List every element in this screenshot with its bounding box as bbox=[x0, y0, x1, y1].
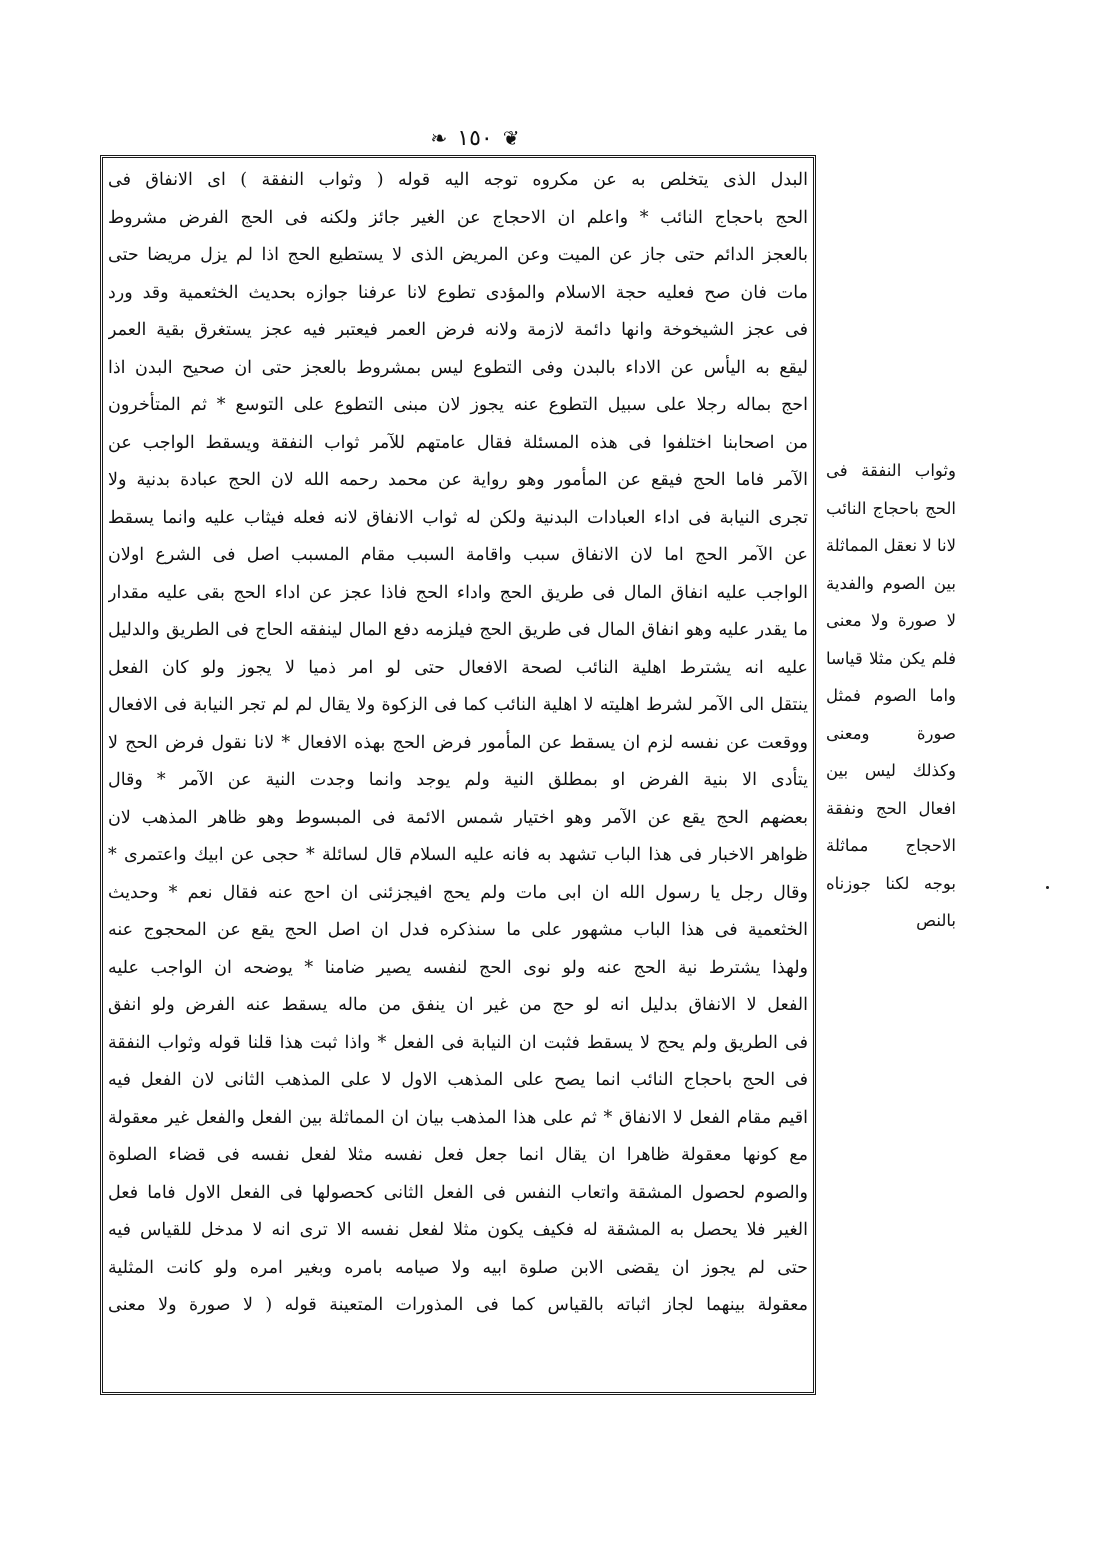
text-line: والصوم لحصول المشقة واتعاب النفس فى الفعل الثانى كحصولها فى الفعل الاول فاما فعل bbox=[108, 1182, 808, 1203]
text-line: الغير فلا يحصل به المشقة له فكيف يكون مثلا لفعل نفسه الا ترى انه لا مدخل للقياس فيه bbox=[108, 1220, 808, 1240]
margin-note-line: بين الصوم والفدية bbox=[826, 573, 956, 593]
margin-note-line: وثواب النفقة فى bbox=[826, 461, 956, 480]
text-line: بعضهم الحج يقع عن الآمر وهو اختيار شمس الائمة فى المبسوط وهو ظاهر المذهب لان bbox=[108, 807, 808, 828]
margin-note-line: لا صورة ولا معنى bbox=[826, 611, 956, 630]
margin-note-line: بالنص bbox=[916, 911, 956, 930]
text-line: الواجب عليه انفاق المال فى طريق الحج واداء الحج فاذا عجز عن اداء الحج بقى عليه مقدار bbox=[108, 582, 808, 603]
page-number: ١٥٠ bbox=[457, 125, 493, 151]
text-line: تجرى النيابة فى اداء العبادات البدنية ولكن له ثواب الانفاق لانه فعله فيثاب عليه وانما يسقط bbox=[108, 507, 808, 528]
text-line: مات فان صح فعليه حجة الاسلام والمؤدى تطوع لانا عرفنا جوازه بحديث الخثعمية وقد ورد bbox=[108, 282, 808, 303]
text-line: بالعجز الدائم حتى جاز عن الميت وعن المريض الذى لا يستطيع الحج اذا لم يزل مريضا حتى bbox=[108, 245, 808, 265]
text-line: فى الحج باحجاج النائب انما يصح على المذهب الاول لا على المذهب الثانى لان الفعل فيه bbox=[108, 1070, 808, 1090]
text-line: وقال رجل يا رسول الله ان ابى مات ولم يحج افيجزئنى ان احج عنه فقال نعم * وحديث bbox=[108, 882, 808, 903]
margin-note-line: واما الصوم فمثل bbox=[826, 686, 956, 705]
text-line: الآمر فاما الحج فيقع عن المأمور وهو رواية عن محمد رحمه الله لان الحج عبادة بدنية ولا bbox=[108, 470, 808, 490]
text-line: فى عجز الشيخوخة وانها دائمة لازمة ولانه فرض العمر فيعتبر فيه عجز يستغرق بقية العمر bbox=[108, 320, 808, 340]
margin-note-line: الاحجاج مماثلة bbox=[826, 836, 956, 855]
margin-note-line: الحج باحجاج النائب bbox=[826, 498, 956, 518]
text-line: فى الطريق ولم يحج لا يسقط فثبت ان النيابة فى الفعل * واذا ثبت هذا قلنا قوله وثواب النفقة bbox=[108, 1032, 808, 1053]
text-line: ليقع به اليأس عن الاداء بالبدن وفى التطوع ليس بمشروط بالعجز حتى ان صحيح البدن اذا bbox=[108, 357, 808, 378]
text-line: ولهذا يشترط نية الحج عنه ولو نوى الحج لنفسه يصير ضامنا * يوضحه ان الواجب عليه bbox=[108, 957, 808, 978]
margin-note-line: وكذلك ليس بين bbox=[826, 761, 956, 780]
text-line: يتأدى الا بنية الفرض او بمطلق النية ولم يوجد وانما وجدت النية عن الآمر * وقال bbox=[108, 770, 808, 790]
margin-note-line: لانا لا نعقل المماثلة bbox=[826, 536, 956, 555]
text-line: الفعل لا الانفاق بدليل انه لو حج من غير ان ينفق من ماله يسقط عنه الفرض ولو انفق bbox=[108, 995, 808, 1015]
ink-speck bbox=[1046, 886, 1049, 889]
margin-note-line: افعال الحج ونفقة bbox=[826, 798, 956, 818]
text-line: ظواهر الاخبار فى هذا الباب تشهد به فانه عليه السلام قال لسائلة * حجى عن ابيك واعتمرى * bbox=[108, 845, 808, 865]
text-line: ما يقدر عليه وهو انفاق المال فى طريق الحج فيلزمه دفع المال لينفقه الحاج فى الطريق والدليل bbox=[108, 620, 808, 640]
text-line: ووقعت عن نفسه لزم ان يسقط عن المأمور فرض الحج بهذه الافعال * لانا نقول فرض الحج لا bbox=[108, 732, 808, 753]
text-line: احج بماله رجلا على سبيل التطوع عنه يجوز لان مبنى التطوع على التوسع * ثم المتأخرون bbox=[108, 395, 808, 415]
text-line: البدل الذى يتخلص به عن مكروه توجه اليه قوله ( وثواب النفقة ) اى الانفاق فى bbox=[108, 170, 808, 190]
right-ornament-icon: ❧ bbox=[430, 126, 448, 150]
text-line: معقولة بينهما لجاز اثباته بالقياس كما فى المذورات المتعينة قوله ( لا صورة ولا معنى bbox=[108, 1295, 808, 1315]
text-line: حتى لم يجوز ان يقضى الابن صلوة ابيه ولا صيامه بامره وبغير امره ولو كانت المثلية bbox=[108, 1257, 808, 1278]
page-header bbox=[420, 118, 530, 158]
left-ornament-icon: ❦ bbox=[502, 126, 520, 150]
margin-note-line: بوجه لكنا جوزناه bbox=[826, 873, 956, 893]
margin-note bbox=[826, 452, 956, 940]
text-line: الحج باحجاج النائب * واعلم ان الاحجاج عن الغير جائز ولكنه فى الحج الفرض مشروط bbox=[108, 207, 808, 228]
text-line: عن الآمر الحج اما لان الانفاق سبب واقامة السبب مقام المسبب اصل فى الشرع اولان bbox=[108, 545, 808, 565]
text-line: الخثعمية فى هذا الباب مشهور على ما سنذكره فدل ان اصل الحج يقع عن المحجوج عنه bbox=[108, 920, 808, 940]
text-line: اقيم مقام الفعل لا الانفاق * ثم على هذا المذهب بيان ان المماثلة بين الفعل والفعل غير معقولة bbox=[108, 1107, 808, 1128]
text-line: ينتقل الى الآمر لشرط اهليته لا اهلية النائب كما فى الزكوة ولا يقال لم لم تجر النيابة فى الافعال bbox=[108, 695, 808, 715]
main-text-block bbox=[108, 162, 808, 1390]
text-line: مع كونها معقولة ظاهرا ان يقال انما جعل فعل نفسه مثلا لفعل نفسه فى قضاء الصلوة bbox=[108, 1145, 808, 1165]
margin-note-line: صورة ومعنى bbox=[826, 723, 956, 743]
text-line: من اصحابنا اختلفوا فى هذه المسئلة فقال عامتهم للآمر ثواب النفقة ويسقط الواجب عن bbox=[108, 432, 808, 453]
text-line: عليه انه يشترط اهلية النائب لصحة الافعال حتى لو امر ذميا لا يجوز ولو كان الفعل bbox=[108, 657, 808, 678]
margin-note-line: فلم يكن مثلا قياسا bbox=[826, 648, 956, 668]
